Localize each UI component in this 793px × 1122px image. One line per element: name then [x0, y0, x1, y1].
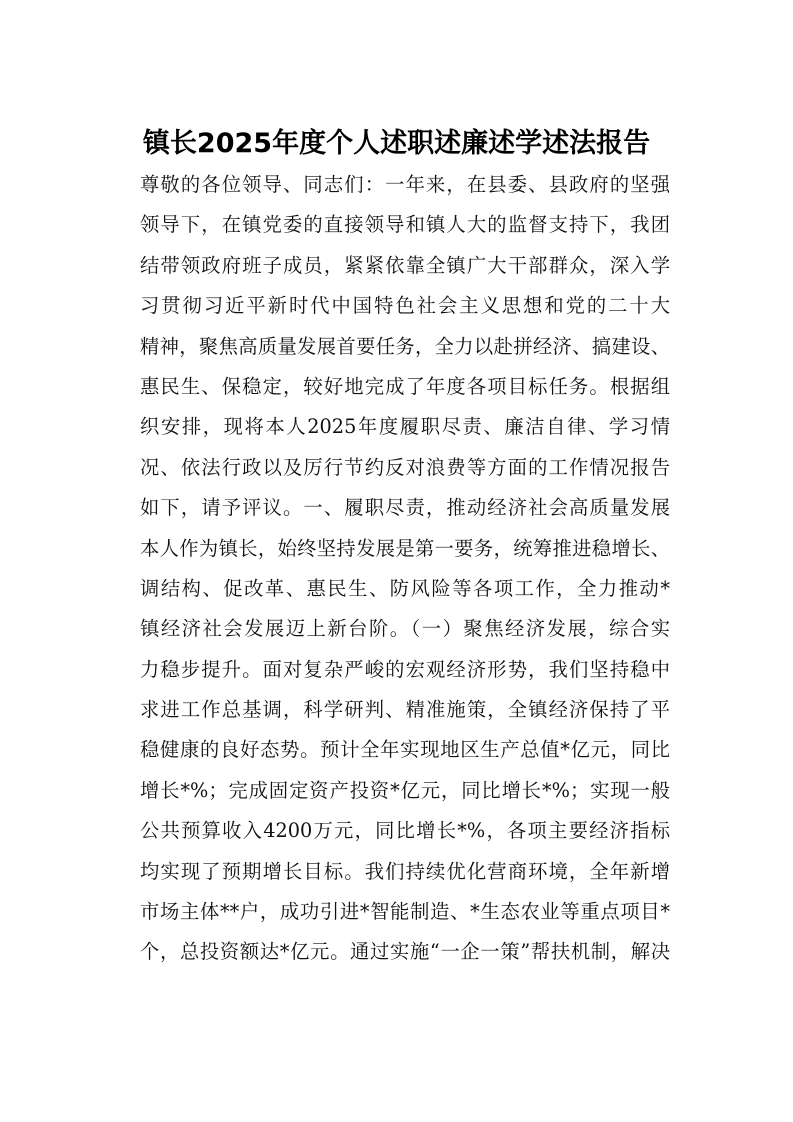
document-title: 镇长2025年度个人述职述廉述学述法报告 — [142, 128, 651, 159]
body-line: 习贯彻习近平新时代中国特色社会主义思想和党的二十大 — [140, 294, 670, 318]
body-line: 惠民生、保稳定，较好地完成了年度各项目标任务。根据组 — [140, 374, 670, 398]
body-line: 个，总投资额达*亿元。通过实施“一企一策”帮扶机制，解决 — [140, 940, 670, 964]
body-line: 本人作为镇长，始终坚持发展是第一要务，统筹推进稳增长、 — [140, 536, 670, 560]
body-line: 尊敬的各位领导、同志们：一年来，在县委、县政府的坚强 — [140, 173, 670, 196]
document-body — [140, 165, 670, 973]
body-line: 精神，聚焦高质量发展首要任务，全力以赴拼经济、搞建设、 — [140, 334, 670, 358]
body-line: 稳健康的良好态势。预计全年实现地区生产总值*亿元，同比 — [140, 738, 670, 762]
body-line: 调结构、促改革、惠民生、防风险等各项工作，全力推动* — [140, 576, 670, 600]
body-line: 均实现了预期增长目标。我们持续优化营商环境，全年新增 — [140, 859, 670, 883]
body-line: 增长*%；完成固定资产投资*亿元，同比增长*%；实现一般 — [140, 778, 670, 802]
body-line: 结带领政府班子成员，紧紧依靠全镇广大干部群众，深入学 — [140, 253, 670, 277]
body-line: 公共预算收入4200万元，同比增长*%，各项主要经济指标 — [140, 819, 670, 843]
body-line: 况、依法行政以及厉行节约反对浪费等方面的工作情况报告 — [140, 455, 670, 479]
body-line: 市场主体**户，成功引进*智能制造、*生态农业等重点项目* — [140, 900, 670, 924]
body-line: 力稳步提升。面对复杂严峻的宏观经济形势，我们坚持稳中 — [140, 657, 670, 681]
body-line: 织安排，现将本人2025年度履职尽责、廉洁自律、学习情 — [140, 415, 670, 439]
body-line: 如下，请予评议。一、履职尽责，推动经济社会高质量发展 — [140, 496, 670, 520]
body-line: 镇经济社会发展迈上新台阶。（一）聚焦经济发展，综合实 — [140, 617, 670, 641]
body-line: 领导下，在镇党委的直接领导和镇人大的监督支持下，我团 — [140, 213, 670, 237]
body-line: 求进工作总基调，科学研判、精准施策，全镇经济保持了平 — [140, 698, 670, 722]
